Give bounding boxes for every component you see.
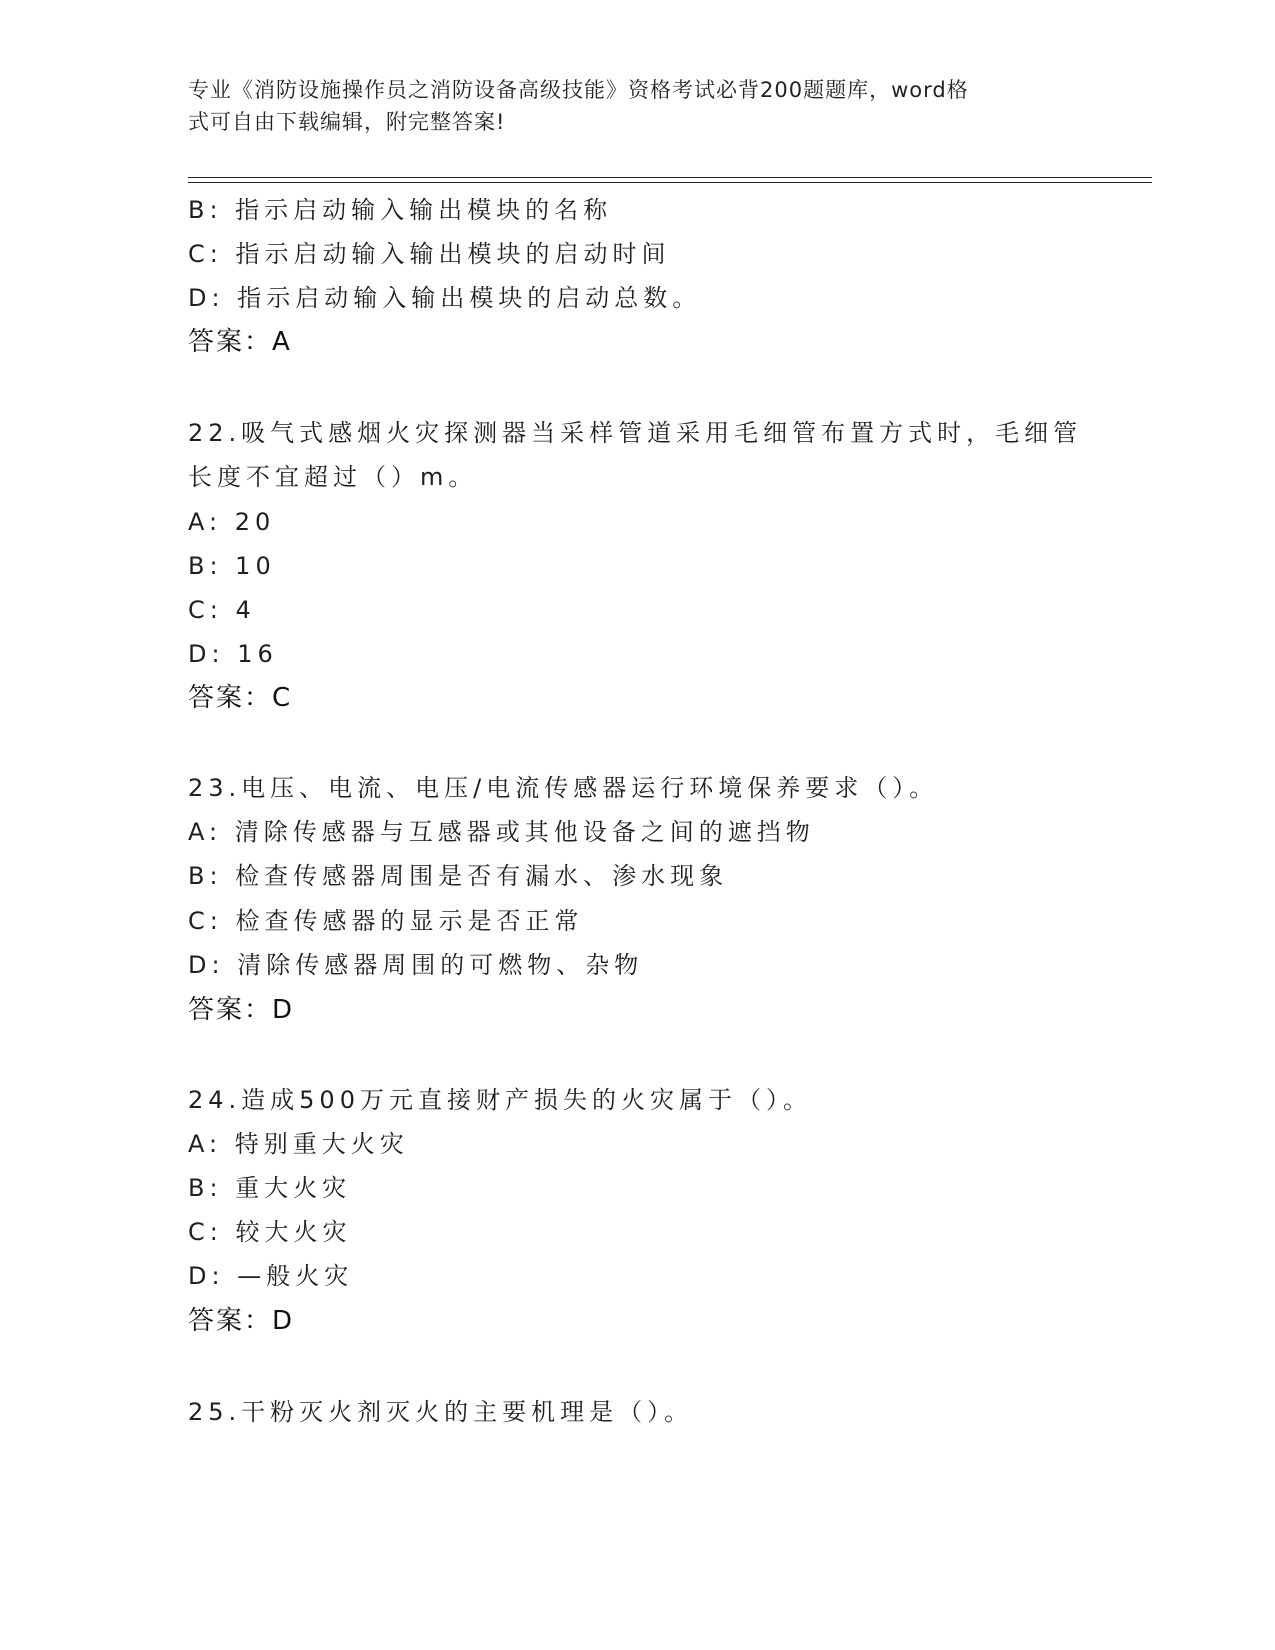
q23-stem: 23.电压、电流、电压/电流传感器运行环境保养要求（）。 bbox=[188, 774, 939, 802]
q22-option-d: D: 16 bbox=[188, 640, 278, 668]
q23-answer: 答案：D bbox=[188, 995, 295, 1025]
q24-answer: 答案：D bbox=[188, 1306, 295, 1336]
header-line-1: 专业《消防设施操作员之消防设备高级技能》资格考试必背200题题库，word格 bbox=[188, 78, 969, 102]
q21-answer: 答案：A bbox=[188, 327, 292, 357]
q22-stem-line-2: 长度不宜超过（）m。 bbox=[188, 463, 478, 491]
q24-option-b: B: 重大火灾 bbox=[188, 1174, 352, 1202]
header-divider-top bbox=[188, 177, 1152, 178]
q23-option-b: B: 检查传感器周围是否有漏水、渗水现象 bbox=[188, 862, 729, 890]
document-header bbox=[188, 74, 1068, 138]
q22-option-a: A: 20 bbox=[188, 508, 276, 536]
q24-option-d: D: —般火灾 bbox=[188, 1262, 354, 1290]
q21-option-d: D: 指示启动输入输出模块的启动总数。 bbox=[188, 284, 702, 312]
q23-option-c: C: 检查传感器的显示是否正常 bbox=[188, 907, 584, 935]
q21-option-b: B: 指示启动输入输出模块的名称 bbox=[188, 196, 613, 224]
q22-stem-line-1: 22.吸气式感烟火灾探测器当采样管道采用毛细管布置方式时，毛细管 bbox=[188, 419, 1083, 447]
header-line-2: 式可自由下载编辑，附完整答案! bbox=[188, 110, 506, 134]
q21-option-c: C: 指示启动输入输出模块的启动时间 bbox=[188, 240, 671, 268]
q24-option-a: A: 特别重大火灾 bbox=[188, 1130, 409, 1158]
q23-option-a: A: 清除传感器与互感器或其他设备之间的遮挡物 bbox=[188, 818, 815, 846]
q24-stem: 24.造成500万元直接财产损失的火灾属于（）。 bbox=[188, 1086, 812, 1114]
q23-option-d: D: 清除传感器周围的可燃物、杂物 bbox=[188, 951, 644, 979]
q22-option-c: C: 4 bbox=[188, 596, 256, 624]
q22-answer: 答案：C bbox=[188, 683, 293, 713]
q24-option-c: C: 较大火灾 bbox=[188, 1218, 352, 1246]
q22-option-b: B: 10 bbox=[188, 552, 276, 580]
header-divider-bottom bbox=[188, 182, 1152, 183]
q25-stem: 25.干粉灭火剂灭火的主要机理是（）。 bbox=[188, 1398, 694, 1426]
